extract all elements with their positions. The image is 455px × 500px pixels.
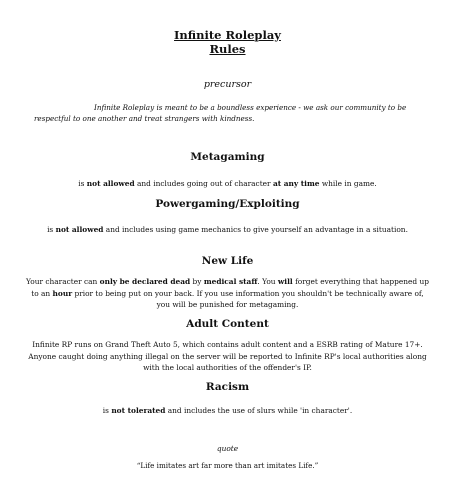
section-text-adult-content: Infinite RP runs on Grand Theft Auto 5, which contains adult content and a ESRB rating of Mature 17+. Anyone caught doing anything illegal on the server will be reported to Infinite RP's local authorities along with the local authorities of the offender's IP. [28, 340, 427, 372]
section-title-adult-content: Adult Content [186, 318, 269, 330]
section-title-new-life: New Life [201, 255, 254, 267]
section-text-new-life: Your character can only be declared dead by medical staff. You will forget everything that happened up to an hour prior to being put on your back. If you use information you shouldn't be technically aware of, you will be punished for metagaming. [26, 277, 429, 309]
quote-text: “Life imitates art far more than art imitates Life.” [136, 461, 319, 470]
page-subtitle: Rules [209, 42, 246, 56]
section-text-metagaming: is not allowed and includes going out of character at any time while in game. [78, 179, 377, 188]
section-text-racism: is not tolerated and includes the use of slurs while 'in character'. [102, 406, 353, 415]
section-text-powergaming: is not allowed and includes using game mechanics to give yourself an advantage in a situation. [47, 225, 408, 234]
quote-label: quote [216, 444, 239, 453]
section-title-racism: Racism [205, 381, 250, 393]
section-title-metagaming: Metagaming [190, 151, 265, 163]
precursor-label: precursor [203, 79, 252, 90]
page-title: Infinite Roleplay [174, 28, 281, 42]
precursor-text: Infinite Roleplay is meant to be a boundless experience - we ask our community to be respectful to one another and treat strangers with kindness. [34, 103, 407, 123]
section-title-powergaming: Powergaming/Exploiting [155, 198, 300, 210]
